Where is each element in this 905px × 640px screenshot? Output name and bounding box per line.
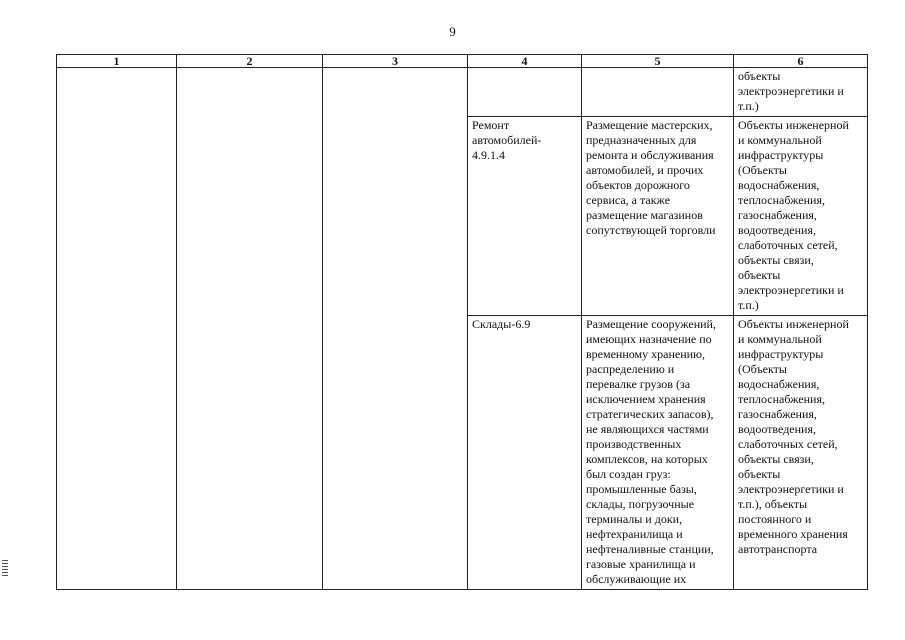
cell-col-1	[57, 68, 177, 590]
header-col-1: 1	[57, 55, 177, 68]
cell-col-4: Склады-6.9	[468, 316, 582, 590]
land-use-table	[56, 54, 868, 590]
header-col-6: 6	[734, 55, 868, 68]
header-col-3: 3	[323, 55, 468, 68]
cell-col-5: Размещение мастерских, предназначенных для ремонта и обслуживания автомобилей, и прочих объектов дорожного сервиса, а также размещение магазинов сопутствующей торговли	[582, 117, 734, 316]
cell-col-3	[323, 68, 468, 590]
cell-col-5	[582, 68, 734, 117]
cell-col-6: Объекты инженерной и коммунальной инфраструктуры (Объекты водоснабжения, теплоснабжения, газоснабжения, водоотведения, слаботочных сетей, объекты связи, объекты электроэнергетики и т.п.), объекты постоянного и временного хранения автотранспорта	[734, 316, 868, 590]
page-number: 9	[449, 24, 456, 39]
cell-col-4	[468, 68, 582, 117]
cell-col-2	[177, 68, 323, 590]
header-col-5: 5	[582, 55, 734, 68]
cell-col-6: Объекты инженерной и коммунальной инфраструктуры (Объекты водоснабжения, теплоснабжения, газоснабжения, водоотведения, слаботочных сетей, объекты связи, объекты электроэнергетики и т.п.)	[734, 117, 868, 316]
table-row	[57, 68, 868, 117]
header-row	[57, 55, 868, 68]
cell-col-4: Ремонт автомобилей- 4.9.1.4	[468, 117, 582, 316]
header-col-4: 4	[468, 55, 582, 68]
margin-marks	[2, 560, 8, 578]
cell-col-6: объекты электроэнергетики и т.п.)	[734, 68, 868, 117]
cell-col-5: Размещение сооружений, имеющих назначение по временному хранению, распределению и перевалке грузов (за исключением хранения стратегических запасов), не являющихся частями производственных комплексов, на которых был создан груз: промышленные базы, склады, погрузочные терминалы и доки, нефтехранилища и нефтеналивные станции, газовые хранилища и обслуживающие их	[582, 316, 734, 590]
header-col-2: 2	[177, 55, 323, 68]
